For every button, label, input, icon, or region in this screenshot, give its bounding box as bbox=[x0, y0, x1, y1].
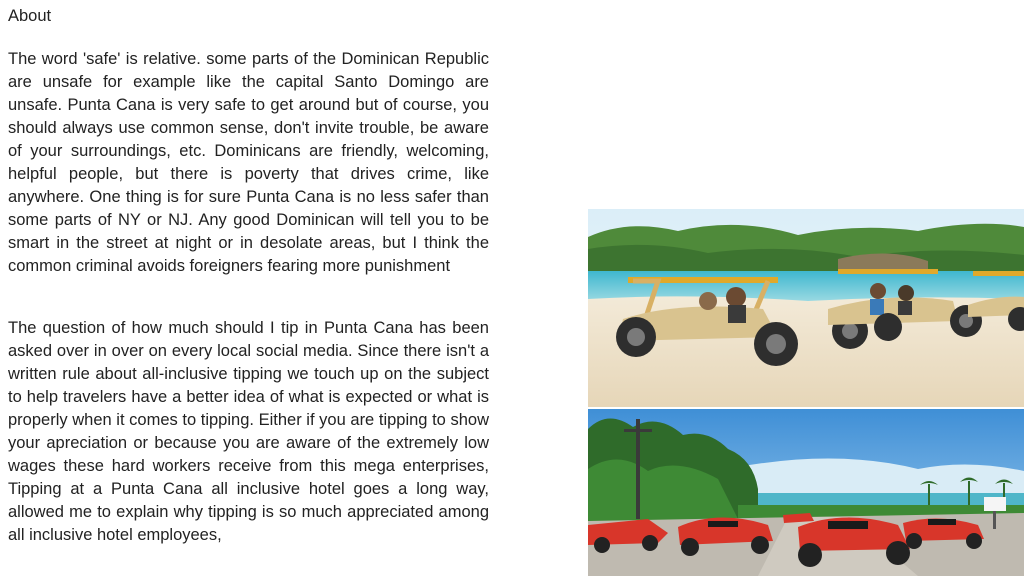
paragraph-tipping: The question of how much should I tip in Punta Cana has been asked over in over on every local social media. Since there isn't a written rule about all-inclusive tipping we touch up on the subject to help travelers have a better idea of what is expected or what is properly when it comes to tipping. Either if you are tipping to show your apreciation or because you are aware of the extremely low wages these hard workers receive from this mega enterprises, Tipping at a Punta Cana all inclusive hotel goes a long way, allowed me to explain why tipping is so much appreciated among all inclusive hotel employees, bbox=[8, 319, 489, 544]
slingshot-road-photo bbox=[588, 409, 1024, 576]
paragraph-safety: The word 'safe' is relative. some parts of the Dominican Republic are unsafe for example like the capital Santo Domingo are unsafe. Punta Cana is very safe to get around but of course, you should always use common sense, don't invite trouble, be aware of your surroundings, etc. Dominicans are friendly, welcoming, helpful people, but there is poverty that drives crime, like anywhere. One thing is for sure Punta Cana is no less safer than some parts of NY or NJ. Any good Dominican will tell you to be smart in the street at night or in desolate areas, but I think the common criminal avoids foreigners fearing more punishment bbox=[8, 50, 489, 275]
page-heading: About bbox=[8, 7, 52, 25]
beach-buggies-photo bbox=[588, 209, 1024, 407]
